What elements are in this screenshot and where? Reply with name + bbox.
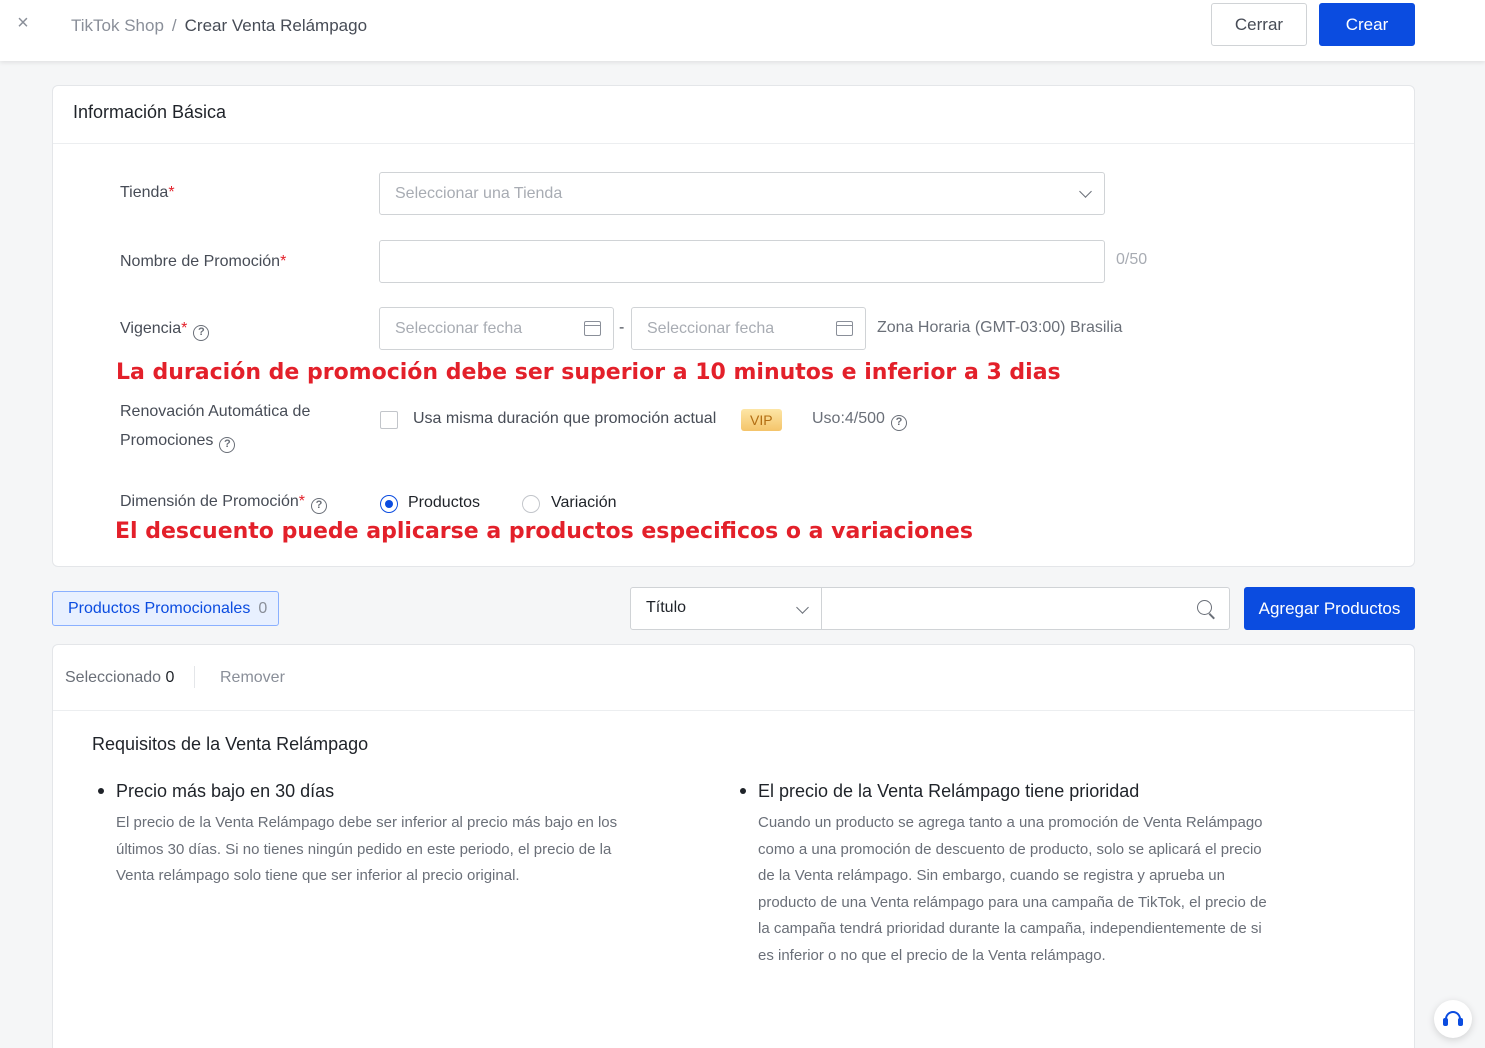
requirement-heading: Precio más bajo en 30 días	[116, 781, 335, 801]
support-button[interactable]	[1434, 1000, 1472, 1038]
store-select-placeholder: Seleccionar una Tienda	[395, 184, 563, 202]
breadcrumb-root[interactable]: TikTok Shop	[71, 16, 164, 35]
bullet	[98, 788, 104, 794]
dimension-annotation: El descuento puede aplicarse a productos especificos o a variaciones	[115, 519, 973, 544]
auto-renew-label-line2: Promociones	[120, 432, 214, 449]
auto-renew-checkbox-label[interactable]: Usa misma duración que promoción actual	[413, 410, 717, 427]
close-icon[interactable]: ×	[17, 12, 29, 34]
breadcrumb-current: Crear Venta Relámpago	[184, 16, 368, 35]
dimension-label	[120, 487, 327, 516]
required-mark: *	[168, 184, 175, 201]
end-date-placeholder: Seleccionar fecha	[647, 319, 775, 337]
help-circle-icon[interactable]: ?	[311, 498, 327, 514]
dimension-label-text: Dimensión de Promoción	[120, 493, 299, 510]
radio-variacion-label[interactable]: Variación	[551, 494, 617, 511]
promo-name-label-text: Nombre de Promoción	[120, 253, 281, 270]
basic-info-title: Información Básica	[53, 86, 1414, 144]
create-button[interactable]: Crear	[1319, 3, 1415, 46]
promo-products-count: 0	[258, 600, 268, 617]
cancel-button[interactable]: Cerrar	[1211, 3, 1307, 46]
radio-productos[interactable]	[380, 495, 398, 513]
requirement-heading: El precio de la Venta Relámpago tiene prioridad	[758, 781, 1140, 801]
top-bar	[0, 0, 1485, 61]
divider	[194, 666, 195, 688]
start-date-picker[interactable]	[379, 307, 614, 350]
required-mark: *	[181, 320, 188, 337]
promo-products-tab[interactable]	[52, 591, 279, 626]
required-mark: *	[280, 253, 287, 270]
required-mark: *	[298, 493, 305, 510]
help-circle-icon[interactable]: ?	[891, 415, 907, 431]
duration-annotation: La duración de promoción debe ser superior a 10 minutos e inferior a 3 dias	[116, 360, 1061, 385]
help-circle-icon[interactable]: ?	[193, 325, 209, 341]
store-select[interactable]	[379, 172, 1105, 215]
promo-products-tab-label: Productos Promocionales	[68, 600, 251, 617]
requirement-item	[116, 778, 636, 890]
end-date-picker[interactable]	[631, 307, 866, 350]
usage-text	[812, 410, 907, 431]
store-label-text: Tienda	[120, 184, 169, 201]
selected-count-label	[65, 669, 174, 687]
products-card	[52, 644, 1415, 1048]
search-field-value: Título	[646, 599, 687, 616]
radio-productos-label[interactable]: Productos	[408, 494, 481, 511]
promo-name-label	[120, 247, 286, 276]
auto-renew-checkbox[interactable]	[380, 411, 398, 429]
date-range-dash: -	[619, 319, 625, 336]
basic-info-card	[52, 85, 1415, 567]
vip-badge: VIP	[741, 409, 782, 431]
requirement-body: Cuando un producto se agrega tanto a una promoción de Venta Relámpago como a una promoción de descuento de producto, solo se aplicará el precio de la Venta relámpago. Sin embargo, cuando se registra y aprueba un producto de una Venta relámpago para una campaña de TikTok, el precio de la campaña tendrá prioridad durante la campaña, independientemente de si es inferior o no que el precio de la Venta relámpago.	[758, 814, 1267, 964]
timezone-text: Zona Horaria (GMT-03:00) Brasilia	[877, 319, 1123, 336]
add-products-button[interactable]: Agregar Productos	[1244, 587, 1415, 630]
auto-renew-label-line1: Renovación Automática de	[120, 403, 311, 420]
validity-label-text: Vigencia	[120, 320, 182, 337]
search-field-select[interactable]	[630, 587, 822, 630]
radio-variacion[interactable]	[522, 495, 540, 513]
requirement-body: El precio de la Venta Relámpago debe ser inferior al precio más bajo en los últimos 30 días. Si no tienes ningún pedido en este periodo, el precio de la Venta relámpago solo tiene que ser inferior al precio original.	[116, 814, 618, 884]
bullet	[740, 788, 746, 794]
search-icon[interactable]	[1197, 600, 1212, 615]
validity-label	[120, 314, 209, 343]
breadcrumb	[71, 16, 367, 36]
calendar-icon	[584, 321, 601, 336]
start-date-placeholder: Seleccionar fecha	[395, 319, 523, 337]
headset-ear-right	[1458, 1018, 1463, 1026]
help-circle-icon[interactable]: ?	[219, 437, 235, 453]
store-label	[120, 178, 175, 207]
char-counter: 0/50	[1116, 251, 1148, 268]
selected-count: 0	[165, 669, 175, 686]
chevron-down-icon	[1079, 185, 1092, 198]
selection-bar	[53, 645, 1414, 711]
requirements-title: Requisitos de la Venta Relámpago	[92, 734, 369, 754]
product-search-input[interactable]	[821, 587, 1230, 630]
calendar-icon	[836, 321, 853, 336]
remove-button[interactable]: Remover	[220, 669, 285, 686]
usage-value: Uso:4/500	[812, 410, 885, 427]
requirement-item	[758, 778, 1278, 969]
headset-ear-left	[1443, 1018, 1448, 1026]
auto-renew-label-line2-wrap	[120, 426, 310, 455]
breadcrumb-separator: /	[171, 16, 177, 35]
selected-label-text: Seleccionado	[65, 669, 162, 686]
auto-renew-label	[120, 397, 310, 455]
chevron-down-icon	[796, 601, 809, 614]
promo-name-input[interactable]	[379, 240, 1105, 283]
